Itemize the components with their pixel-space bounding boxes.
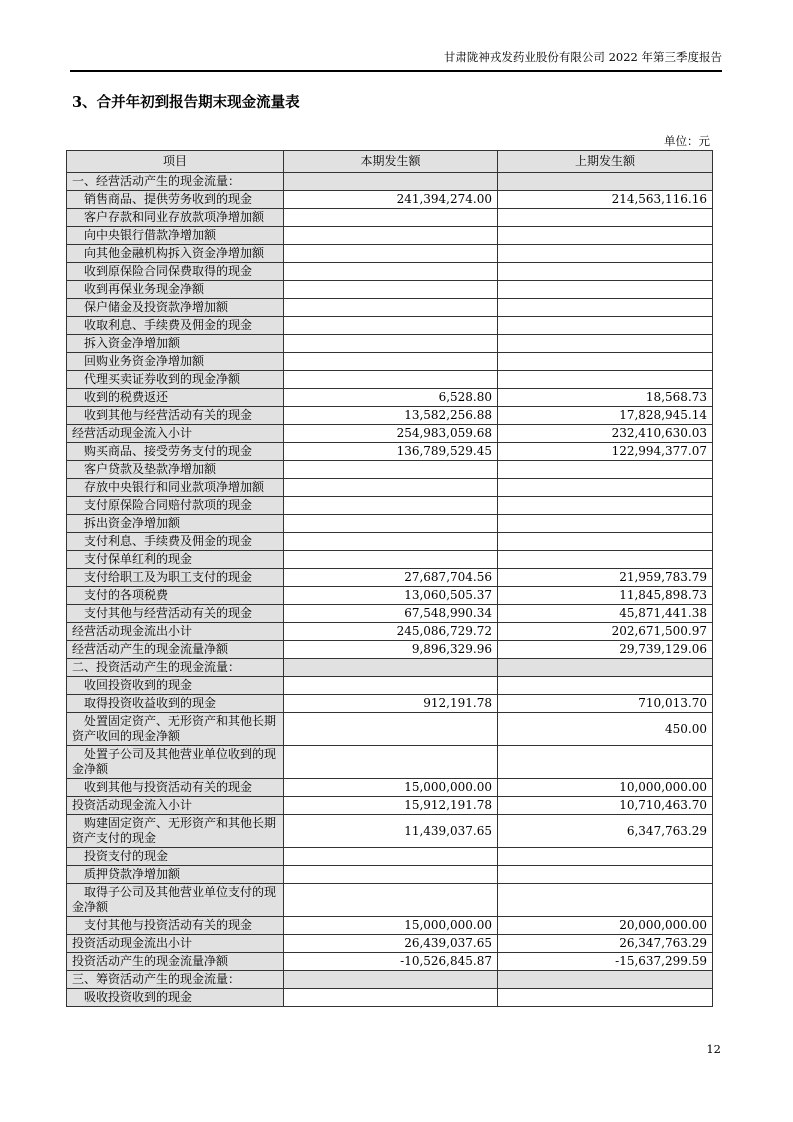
prior-period-amount xyxy=(498,515,713,533)
table-row xyxy=(67,989,713,1007)
row-label: 质押贷款净增加额 xyxy=(67,866,284,884)
prior-period-amount: 11,845,898.73 xyxy=(498,587,713,605)
prior-period-amount xyxy=(498,263,713,281)
prior-period-amount: 45,871,441.38 xyxy=(498,605,713,623)
table-row xyxy=(67,953,713,971)
prior-period-amount: 20,000,000.00 xyxy=(498,917,713,935)
prior-period-amount: 10,710,463.70 xyxy=(498,797,713,815)
prior-period-amount: 26,347,763.29 xyxy=(498,935,713,953)
table-row xyxy=(67,263,713,281)
prior-period-amount: 21,959,783.79 xyxy=(498,569,713,587)
row-label: 客户贷款及垫款净增加额 xyxy=(67,461,284,479)
prior-period-amount: 214,563,116.16 xyxy=(498,191,713,209)
row-label: 经营活动现金流入小计 xyxy=(67,425,284,443)
table-row xyxy=(67,551,713,569)
row-label: 取得子公司及其他营业单位支付的现金净额 xyxy=(67,884,284,917)
column-header-item: 项目 xyxy=(67,151,284,173)
table-row xyxy=(67,884,713,917)
prior-period-amount xyxy=(498,317,713,335)
current-period-amount: 26,439,037.65 xyxy=(284,935,498,953)
current-period-amount xyxy=(284,227,498,245)
current-period-amount: 241,394,274.00 xyxy=(284,191,498,209)
page-number: 12 xyxy=(706,1042,721,1056)
current-period-amount xyxy=(284,989,498,1007)
current-period-amount: 245,086,729.72 xyxy=(284,623,498,641)
current-period-amount xyxy=(284,971,498,989)
table-row xyxy=(67,425,713,443)
row-label: 处置固定资产、无形资产和其他长期资产收回的现金净额 xyxy=(67,713,284,746)
current-period-amount xyxy=(284,479,498,497)
row-label: 收取利息、手续费及佣金的现金 xyxy=(67,317,284,335)
table-row xyxy=(67,623,713,641)
prior-period-amount: -15,637,299.59 xyxy=(498,953,713,971)
table-row xyxy=(67,587,713,605)
table-row xyxy=(67,371,713,389)
row-label: 支付的各项税费 xyxy=(67,587,284,605)
prior-period-amount: 122,994,377.07 xyxy=(498,443,713,461)
prior-period-amount xyxy=(498,371,713,389)
table-row xyxy=(67,917,713,935)
unit-label: 单位：元 xyxy=(664,134,710,148)
row-label: 拆入资金净增加额 xyxy=(67,335,284,353)
row-label: 收到其他与投资活动有关的现金 xyxy=(67,779,284,797)
current-period-amount xyxy=(284,746,498,779)
table-row xyxy=(67,779,713,797)
table-row xyxy=(67,353,713,371)
prior-period-amount: 10,000,000.00 xyxy=(498,779,713,797)
prior-period-amount: 710,013.70 xyxy=(498,695,713,713)
current-period-amount: 136,789,529.45 xyxy=(284,443,498,461)
current-period-amount xyxy=(284,713,498,746)
table-row xyxy=(67,971,713,989)
prior-period-amount xyxy=(498,335,713,353)
row-label: 支付利息、手续费及佣金的现金 xyxy=(67,533,284,551)
current-period-amount xyxy=(284,209,498,227)
row-label: 二、投资活动产生的现金流量： xyxy=(67,659,284,677)
table-row xyxy=(67,245,713,263)
table-row xyxy=(67,677,713,695)
table-row xyxy=(67,659,713,677)
table-row xyxy=(67,317,713,335)
row-label: 收到原保险合同保费取得的现金 xyxy=(67,263,284,281)
prior-period-amount xyxy=(498,971,713,989)
current-period-amount: 6,528.80 xyxy=(284,389,498,407)
row-label: 取得投资收益收到的现金 xyxy=(67,695,284,713)
row-label: 投资活动现金流出小计 xyxy=(67,935,284,953)
current-period-amount xyxy=(284,173,498,191)
table-row xyxy=(67,866,713,884)
table-row xyxy=(67,281,713,299)
table-row xyxy=(67,713,713,746)
prior-period-amount: 232,410,630.03 xyxy=(498,425,713,443)
prior-period-amount: 450.00 xyxy=(498,713,713,746)
table-row xyxy=(67,746,713,779)
row-label: 支付原保险合同赔付款项的现金 xyxy=(67,497,284,515)
prior-period-amount: 202,671,500.97 xyxy=(498,623,713,641)
table-row xyxy=(67,443,713,461)
current-period-amount xyxy=(284,848,498,866)
table-row xyxy=(67,497,713,515)
table-row xyxy=(67,191,713,209)
row-label: 支付保单红利的现金 xyxy=(67,551,284,569)
row-label: 拆出资金净增加额 xyxy=(67,515,284,533)
row-label: 支付其他与投资活动有关的现金 xyxy=(67,917,284,935)
current-period-amount xyxy=(284,371,498,389)
row-label: 回购业务资金净增加额 xyxy=(67,353,284,371)
current-period-amount xyxy=(284,533,498,551)
current-period-amount xyxy=(284,353,498,371)
row-label: 支付其他与经营活动有关的现金 xyxy=(67,605,284,623)
row-label: 经营活动现金流出小计 xyxy=(67,623,284,641)
row-label: 向其他金融机构拆入资金净增加额 xyxy=(67,245,284,263)
prior-period-amount xyxy=(498,746,713,779)
column-header-current-period: 本期发生额 xyxy=(284,151,498,173)
current-period-amount xyxy=(284,677,498,695)
row-label: 投资支付的现金 xyxy=(67,848,284,866)
current-period-amount: 254,983,059.68 xyxy=(284,425,498,443)
prior-period-amount xyxy=(498,659,713,677)
prior-period-amount: 29,739,129.06 xyxy=(498,641,713,659)
table-row xyxy=(67,173,713,191)
prior-period-amount xyxy=(498,848,713,866)
table-row xyxy=(67,935,713,953)
current-period-amount xyxy=(284,299,498,317)
table-row xyxy=(67,848,713,866)
report-header-title: 甘肃陇神戎发药业股份有限公司 2022 年第三季度报告 xyxy=(443,50,722,64)
cash-flow-table xyxy=(66,150,713,1007)
prior-period-amount xyxy=(498,173,713,191)
row-label: 收到再保业务现金净额 xyxy=(67,281,284,299)
current-period-amount: -10,526,845.87 xyxy=(284,953,498,971)
table-row xyxy=(67,461,713,479)
current-period-amount: 15,912,191.78 xyxy=(284,797,498,815)
current-period-amount xyxy=(284,317,498,335)
row-label: 投资活动现金流入小计 xyxy=(67,797,284,815)
row-label: 代理买卖证券收到的现金净额 xyxy=(67,371,284,389)
prior-period-amount xyxy=(498,551,713,569)
current-period-amount xyxy=(284,866,498,884)
row-label: 收到其他与经营活动有关的现金 xyxy=(67,407,284,425)
row-label: 客户存款和同业存放款项净增加额 xyxy=(67,209,284,227)
row-label: 销售商品、提供劳务收到的现金 xyxy=(67,191,284,209)
row-label: 购建固定资产、无形资产和其他长期资产支付的现金 xyxy=(67,815,284,848)
current-period-amount xyxy=(284,245,498,263)
row-label: 收到的税费返还 xyxy=(67,389,284,407)
prior-period-amount: 17,828,945.14 xyxy=(498,407,713,425)
section-title: 3、合并年初到报告期末现金流量表 xyxy=(72,94,300,111)
row-label: 吸收投资收到的现金 xyxy=(67,989,284,1007)
table-row xyxy=(67,407,713,425)
table-row xyxy=(67,797,713,815)
current-period-amount xyxy=(284,335,498,353)
current-period-amount: 912,191.78 xyxy=(284,695,498,713)
current-period-amount xyxy=(284,263,498,281)
prior-period-amount xyxy=(498,479,713,497)
table-row xyxy=(67,515,713,533)
row-label: 购买商品、接受劳务支付的现金 xyxy=(67,443,284,461)
table-row xyxy=(67,815,713,848)
current-period-amount: 9,896,329.96 xyxy=(284,641,498,659)
current-period-amount xyxy=(284,551,498,569)
current-period-amount: 15,000,000.00 xyxy=(284,779,498,797)
current-period-amount xyxy=(284,515,498,533)
table-row xyxy=(67,569,713,587)
row-label: 处置子公司及其他营业单位收到的现金净额 xyxy=(67,746,284,779)
table-row xyxy=(67,299,713,317)
table-row xyxy=(67,533,713,551)
row-label: 一、经营活动产生的现金流量： xyxy=(67,173,284,191)
row-label: 三、筹资活动产生的现金流量： xyxy=(67,971,284,989)
prior-period-amount xyxy=(498,353,713,371)
current-period-amount: 13,582,256.88 xyxy=(284,407,498,425)
row-label: 支付给职工及为职工支付的现金 xyxy=(67,569,284,587)
row-label: 经营活动产生的现金流量净额 xyxy=(67,641,284,659)
prior-period-amount xyxy=(498,209,713,227)
table-row xyxy=(67,641,713,659)
prior-period-amount xyxy=(498,884,713,917)
current-period-amount xyxy=(284,281,498,299)
row-label: 存放中央银行和同业款项净增加额 xyxy=(67,479,284,497)
row-label: 收回投资收到的现金 xyxy=(67,677,284,695)
row-label: 投资活动产生的现金流量净额 xyxy=(67,953,284,971)
table-row xyxy=(67,335,713,353)
prior-period-amount xyxy=(498,245,713,263)
prior-period-amount xyxy=(498,497,713,515)
current-period-amount: 67,548,990.34 xyxy=(284,605,498,623)
current-period-amount xyxy=(284,884,498,917)
current-period-amount xyxy=(284,497,498,515)
table-row xyxy=(67,695,713,713)
document-header xyxy=(70,50,722,72)
prior-period-amount: 6,347,763.29 xyxy=(498,815,713,848)
table-row xyxy=(67,227,713,245)
prior-period-amount xyxy=(498,281,713,299)
table-row xyxy=(67,209,713,227)
table-row xyxy=(67,605,713,623)
prior-period-amount xyxy=(498,299,713,317)
current-period-amount xyxy=(284,461,498,479)
column-header-prior-period: 上期发生额 xyxy=(498,151,713,173)
current-period-amount xyxy=(284,659,498,677)
prior-period-amount xyxy=(498,677,713,695)
row-label: 保户储金及投资款净增加额 xyxy=(67,299,284,317)
prior-period-amount xyxy=(498,227,713,245)
table-row xyxy=(67,479,713,497)
prior-period-amount: 18,568.73 xyxy=(498,389,713,407)
table-header-row xyxy=(67,151,713,173)
prior-period-amount xyxy=(498,989,713,1007)
current-period-amount: 27,687,704.56 xyxy=(284,569,498,587)
current-period-amount: 13,060,505.37 xyxy=(284,587,498,605)
prior-period-amount xyxy=(498,533,713,551)
row-label: 向中央银行借款净增加额 xyxy=(67,227,284,245)
prior-period-amount xyxy=(498,461,713,479)
current-period-amount: 15,000,000.00 xyxy=(284,917,498,935)
current-period-amount: 11,439,037.65 xyxy=(284,815,498,848)
prior-period-amount xyxy=(498,866,713,884)
table-row xyxy=(67,389,713,407)
